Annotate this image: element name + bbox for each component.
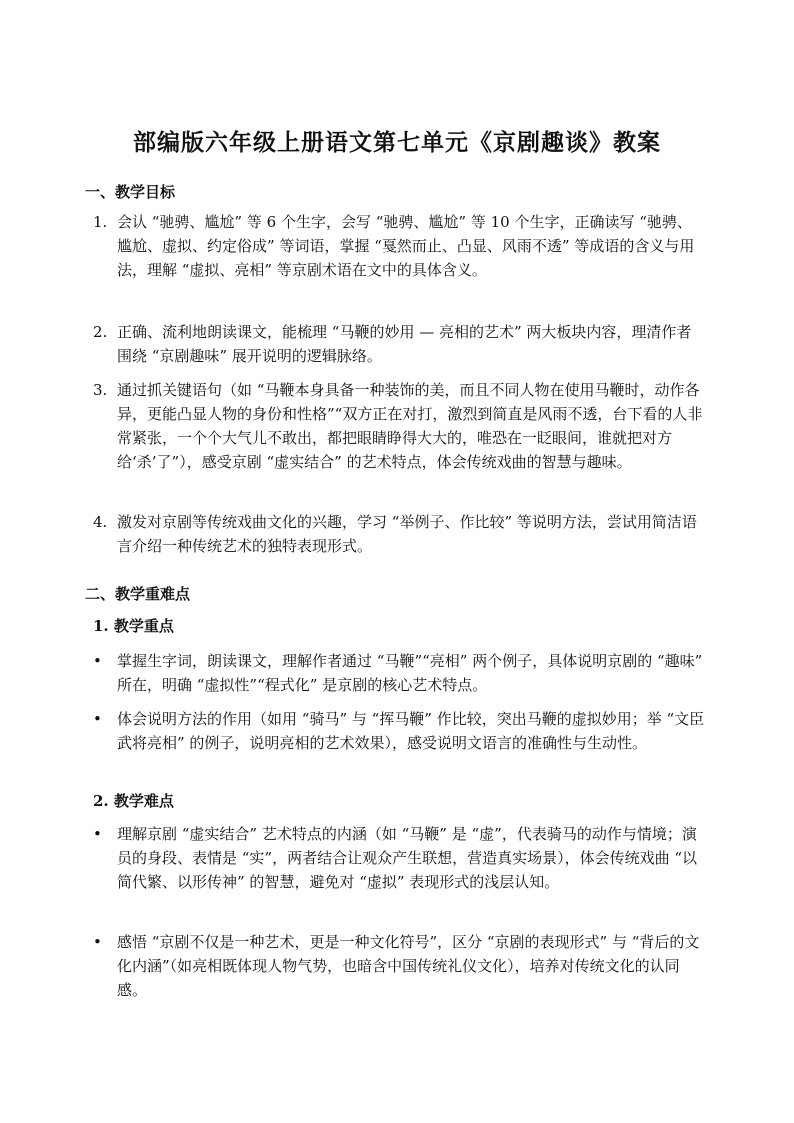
bullet-icon: • <box>93 933 102 951</box>
objective-text: 会认 “驰骋、尴尬” 等 6 个生字，会写 “驰骋、尴尬” 等 10 个生字，正确读写 “驰骋、尴尬、虚拟、约定俗成” 等词语，掌握 “戛然而止、凸显、风雨不透” 等成语的含义与用法，理解 “虚拟、亮相” 等京剧术语在文中的具体含义。 <box>117 213 695 279</box>
key-point-bullet-2 <box>93 707 705 755</box>
objective-number: 3. <box>93 381 108 399</box>
bullet-text: 体会说明方法的作用（如用 “骑马” 与 “挥马鞭” 作比较，突出马鞭的虚拟妙用；举 “文臣武将亮相” 的例子，说明亮相的艺术效果），感受说明文语言的准确性与生动性。 <box>117 710 705 752</box>
section-heading-key-points: 二、教学重难点 <box>85 585 191 603</box>
objective-item-2 <box>93 320 705 368</box>
key-point-bullet-1 <box>93 649 705 697</box>
objective-number: 2. <box>93 323 108 341</box>
bullet-text: 理解京剧 “虚实结合” 艺术特点的内涵（如 “马鞭” 是 “虚”，代表骑马的动作与情境；演员的身段、表情是 “实”，两者结合让观众产生联想，营造真实场景），体会传统戏曲 “以简代繁、以形传神” 的智慧，避免对 “虚拟” 表现形式的浅层认知。 <box>117 825 698 891</box>
bullet-icon: • <box>93 710 102 728</box>
objective-number: 4. <box>93 513 108 531</box>
bullet-text: 感悟 “京剧不仅是一种艺术，更是一种文化符号”，区分 “京剧的表现形式” 与 “背后的文化内涵”（如亮相既体现人物气势，也暗含中国传统礼仪文化），培养对传统文化的认同感。 <box>117 933 700 999</box>
bullet-text: 掌握生字词，朗读课文，理解作者通过 “马鞭”“亮相” 两个例子，具体说明京剧的 “趣味” 所在，明确 “虚拟性”“程式化” 是京剧的核心艺术特点。 <box>117 652 703 694</box>
objective-text: 激发对京剧等传统戏曲文化的兴趣，学习 “举例子、作比较” 等说明方法，尝试用简洁语言介绍一种传统艺术的独特表现形式。 <box>117 513 697 555</box>
subheading-difficulties: 2. 教学难点 <box>93 792 174 810</box>
difficulty-bullet-1 <box>93 822 705 894</box>
objective-item-1 <box>93 210 705 282</box>
objective-text: 正确、流利地朗读课文，能梳理 “马鞭的妙用 — 亮相的艺术” 两大板块内容，理清作者围绕 “京剧趣味” 展开说明的逻辑脉络。 <box>117 323 692 365</box>
objective-item-3 <box>93 378 705 474</box>
bullet-icon: • <box>93 825 102 843</box>
document-title: 部编版六年级上册语文第七单元《京剧趣谈》教案 <box>133 129 661 156</box>
subheading-key-points: 1. 教学重点 <box>93 617 174 635</box>
objective-item-4 <box>93 510 705 558</box>
objective-number: 1. <box>93 213 108 231</box>
objective-text: 通过抓关键语句（如 “马鞭本身具备一种装饰的美，而且不同人物在使用马鞭时，动作各异，更能凸显人物的身份和性格”“双方正在对打，激烈到简直是风雨不透，台下看的人非常紧张，一个个大气儿不敢出，都把眼睛睁得大大的，唯恐在一眨眼间，谁就把对方给‘杀’了”），感受京剧 “虚实结合” 的艺术特点，体会传统戏曲的智慧与趣味。 <box>117 381 703 471</box>
difficulty-bullet-2 <box>93 930 705 1002</box>
section-heading-objectives: 一、教学目标 <box>85 183 176 201</box>
bullet-icon: • <box>93 652 102 670</box>
